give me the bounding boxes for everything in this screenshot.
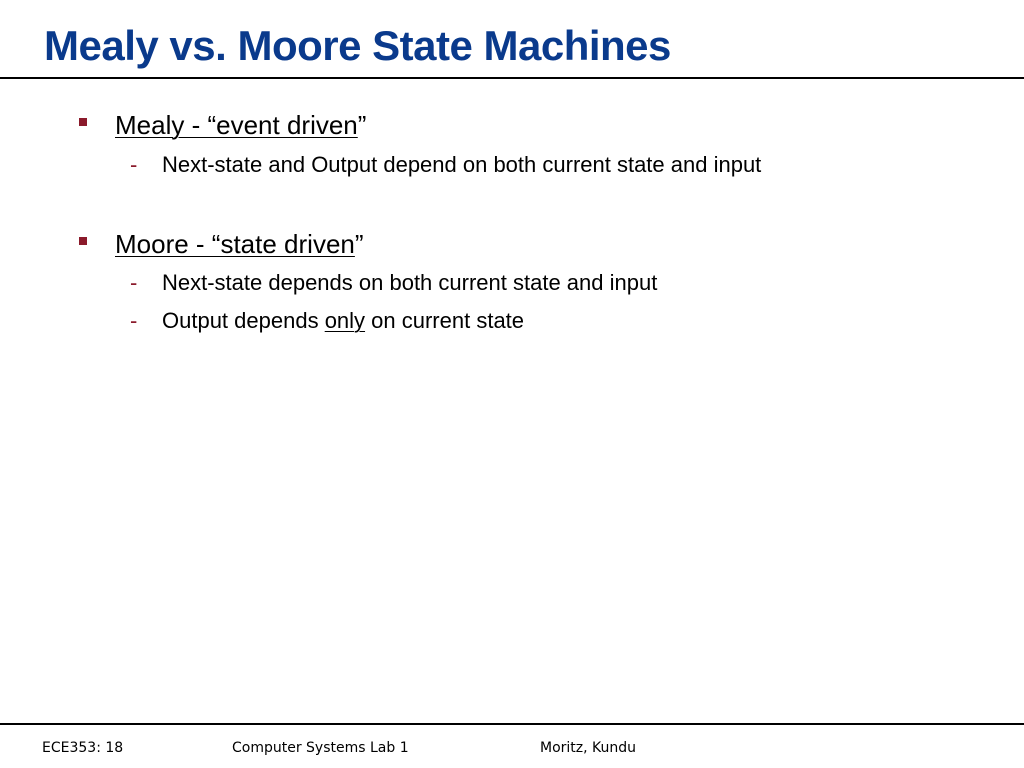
dash-bullet-icon: - [130,152,138,177]
footer-course: ECE353: 18 [42,740,124,756]
title-divider [0,77,1024,79]
footer-authors: Moritz, Kundu [540,740,637,756]
footer-divider [0,723,1024,725]
sub-bullet-text: Next-state depends on both current state and input [162,270,658,295]
slide-title: Mealy vs. Moore State Machines [44,22,671,69]
bullet-mealy [115,110,366,141]
footer-lab: Computer Systems Lab 1 [232,740,409,756]
bullet-mealy-quote: ” [357,110,367,140]
dash-bullet-icon: - [130,308,138,333]
sub-bullet-moore-2 [130,308,525,334]
square-bullet-icon [79,237,87,245]
dash-bullet-icon: - [130,270,138,295]
bullet-mealy-heading: Mealy - “event driven [115,110,358,140]
bullet-moore-heading: Moore - “state driven [115,229,355,259]
bullet-moore [115,229,364,260]
sub-bullet-moore-1 [130,270,658,296]
sub-bullet-text: Next-state and Output depend on both current state and input [162,152,762,177]
sub-bullet-text-before: Output depends [162,308,325,333]
square-bullet-icon [79,118,87,126]
sub-bullet-text-after: on current state [365,308,525,333]
bullet-moore-quote: ” [354,229,364,259]
emphasis-only: only [324,308,366,333]
sub-bullet-mealy-1 [130,152,762,178]
